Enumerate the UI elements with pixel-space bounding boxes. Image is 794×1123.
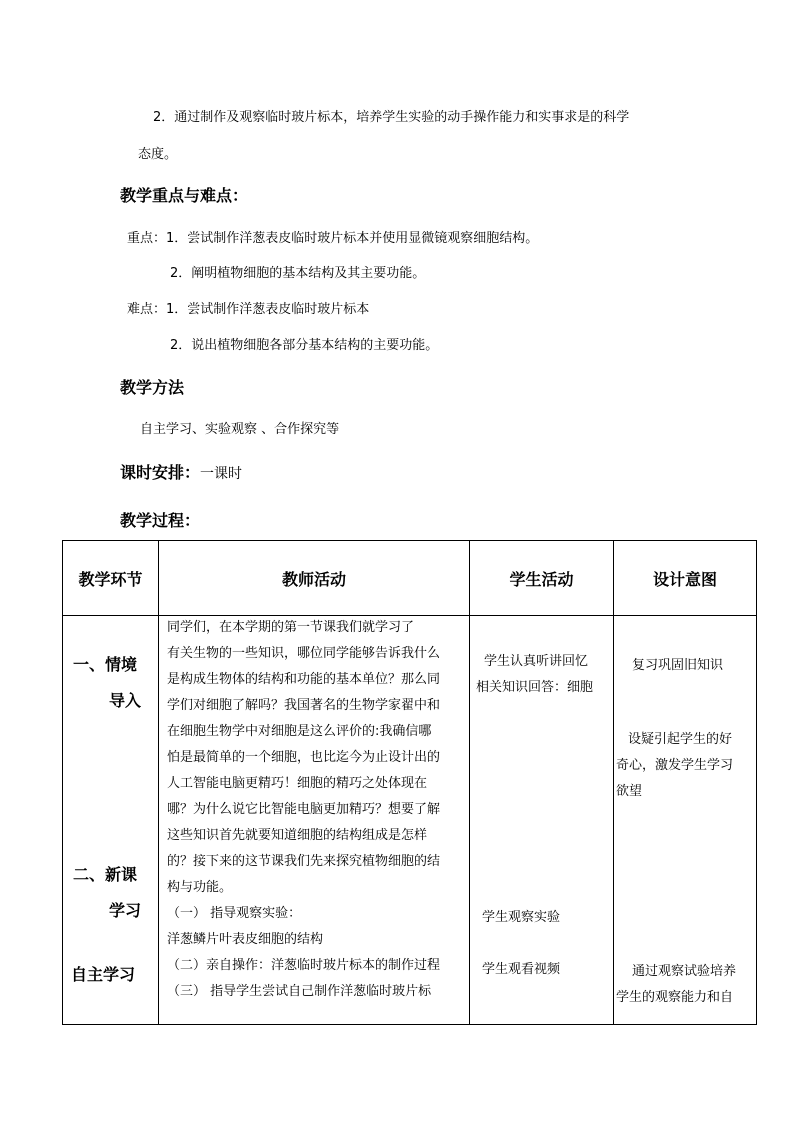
key-point-2: 2．阐明植物细胞的基本结构及其主要功能。 <box>170 266 426 281</box>
teacher-line: 构与功能。 <box>167 880 233 895</box>
teacher-line: （二）亲自操作：洋葱临时玻片标本的制作过程 <box>167 958 441 973</box>
teacher-line: 洋葱鳞片叶表皮细胞的结构 <box>167 932 324 947</box>
schedule-value: 一课时 <box>200 466 243 482</box>
student-activity-1-line2: 相关知识回答：细胞 <box>476 680 594 695</box>
methods-heading: 教学方法 <box>120 378 185 397</box>
header-design-intent: 设计意图 <box>614 541 757 616</box>
teacher-line: 有关生物的一些知识，哪位同学能够告诉我什么 <box>167 646 441 661</box>
header-teacher-activity: 教师活动 <box>159 541 470 616</box>
teacher-line: 学们对细胞了解吗？我国著名的生物学家翟中和 <box>167 698 441 713</box>
objective-2-line1: 2．通过制作及观察临时玻片标本，培养学生实验的动手操作能力和实事求是的科学 <box>153 110 630 125</box>
methods-text: 自主学习、实验观察 、合作探究等 <box>140 422 340 437</box>
teacher-line: 的？接下来的这节课我们先来探究植物细胞的结 <box>167 854 441 869</box>
process-heading: 教学过程： <box>120 511 201 530</box>
teacher-line: （一） 指导观察实验： <box>167 906 302 921</box>
header-student-activity: 学生活动 <box>470 541 614 616</box>
difficult-point-2: 2．说出植物细胞各部分基本结构的主要功能。 <box>170 338 439 353</box>
student-activity-1-line1: 学生认真听讲回忆 <box>484 654 589 669</box>
teacher-line: 人工智能电脑更精巧！细胞的精巧之处体现在 <box>167 776 428 791</box>
design-intent-2-line3: 欲望 <box>616 784 643 799</box>
teacher-line: 是构成生物体的结构和功能的基本单位？那么同 <box>167 672 441 687</box>
teacher-activity-cell <box>159 616 470 1025</box>
schedule-heading: 课时安排： <box>120 463 201 482</box>
lesson-process-table <box>62 540 757 1025</box>
section-3-title: 自主学习 <box>71 965 136 984</box>
teacher-line: 这些知识首先就要知道细胞的结构组成是怎样 <box>167 828 428 843</box>
design-intent-3-line2: 学生的观察能力和自 <box>616 990 734 1005</box>
key-point-1: 重点：1．尝试制作洋葱表皮临时玻片标本并使用显微镜观察细胞结构。 <box>127 231 539 246</box>
teacher-line: 哪？为什么说它比智能电脑更加精巧？想要了解 <box>167 802 441 817</box>
design-intent-cell <box>614 616 757 1025</box>
objective-2-line2: 态度。 <box>138 147 178 162</box>
student-activity-cell <box>470 616 614 1025</box>
section-2-title: 二、新课 <box>73 865 138 884</box>
design-intent-2-line2: 奇心，激发学生学习 <box>616 758 734 773</box>
teacher-line: （三） 指导学生尝试自己制作洋葱临时玻片标 <box>167 984 432 999</box>
teacher-line: 同学们，在本学期的第一节课我们就学习了 <box>167 620 415 635</box>
teacher-line: 怕是最简单的一个细胞，也比迄今为止设计出的 <box>167 750 441 765</box>
section-1-title: 一、情境 <box>73 655 138 674</box>
design-intent-3-line1: 通过观察试验培养 <box>632 964 737 979</box>
design-intent-2-line1: 设疑引起学生的好 <box>628 732 733 747</box>
design-intent-1: 复习巩固旧知识 <box>632 658 724 673</box>
difficult-point-1: 难点：1．尝试制作洋葱表皮临时玻片标本 <box>127 302 370 317</box>
key-difficult-heading: 教学重点与难点： <box>120 186 249 205</box>
teacher-line: 在细胞生物学中对细胞是这么评价的:我确信哪 <box>167 724 432 739</box>
section-2-subtitle: 学习 <box>109 901 142 920</box>
schedule-line <box>120 460 242 483</box>
student-activity-2: 学生观察实验 <box>482 910 561 925</box>
section-1-subtitle: 导入 <box>109 691 142 710</box>
header-stage: 教学环节 <box>63 541 159 616</box>
stage-cell <box>63 616 159 1025</box>
student-activity-3: 学生观看视频 <box>482 962 561 977</box>
